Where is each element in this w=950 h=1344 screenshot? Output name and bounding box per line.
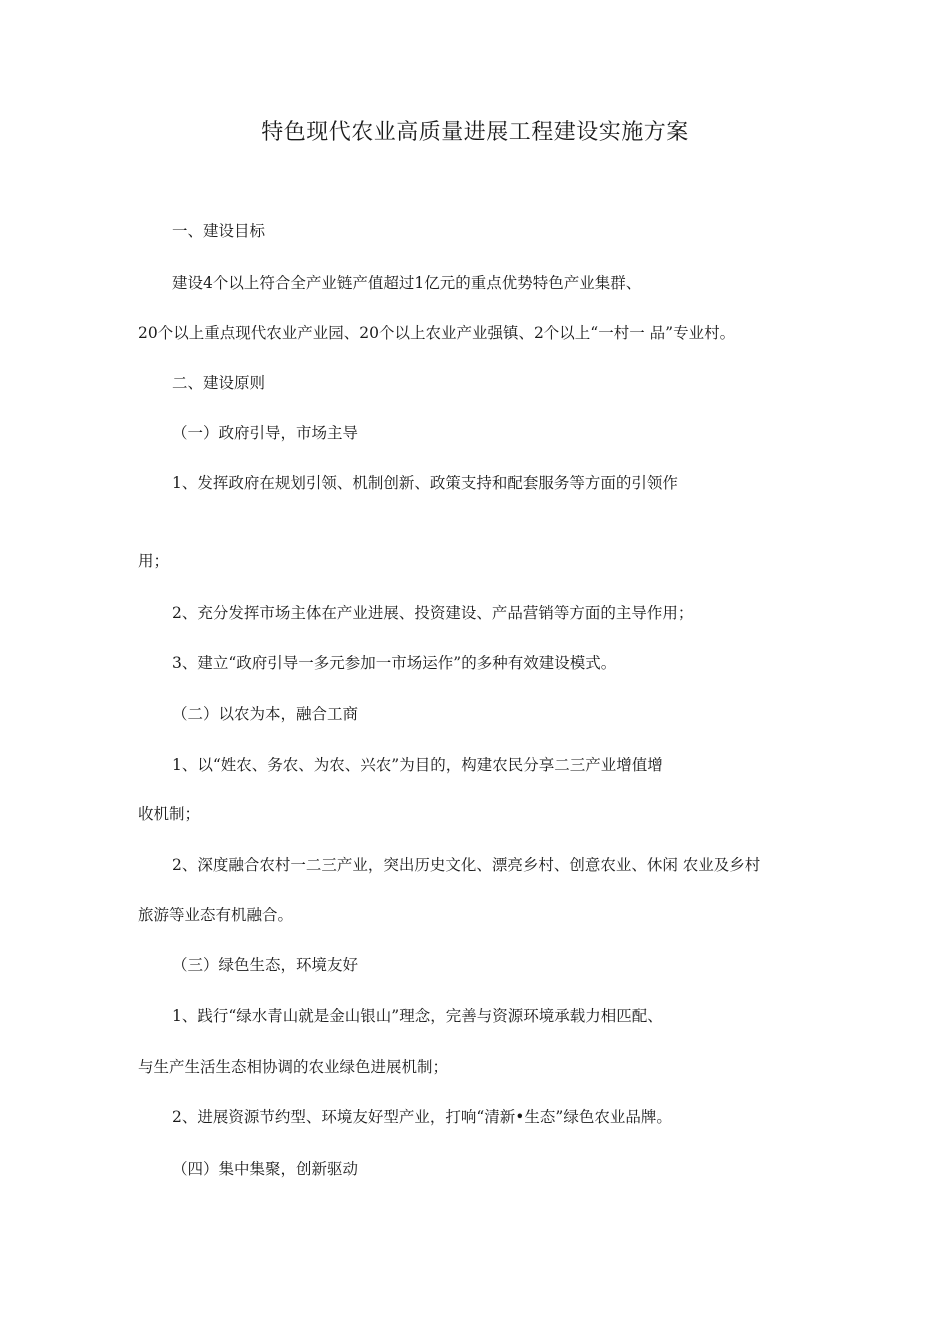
subsection-heading: （三）绿色生态，环境友好 xyxy=(172,956,359,974)
paragraph-line: 收机制； xyxy=(138,805,201,823)
subsection-heading: （二）以农为本，融合工商 xyxy=(172,705,359,723)
paragraph-line: 2、充分发挥市场主体在产业进展、投资建设、产品营销等方面的主导作用； xyxy=(172,604,694,622)
paragraph-line: 20个以上重点现代农业产业园、20个以上农业产业强镇、2个以上“一村一 品”专业村。 xyxy=(138,324,736,342)
paragraph-line: 旅游等业态有机融合。 xyxy=(138,906,294,924)
paragraph-line: 与生产生活生态相协调的农业绿色进展机制； xyxy=(138,1058,449,1076)
subsection-heading: （四）集中集聚，创新驱动 xyxy=(172,1160,359,1178)
paragraph-line: 1、以“姓农、务农、为农、兴农”为目的，构建农民分享二三产业增值增 xyxy=(172,756,663,774)
paragraph-line: 1、发挥政府在规划引领、机制创新、政策支持和配套服务等方面的引领作 xyxy=(172,474,678,492)
paragraph-line: 建设4个以上符合全产业链产值超过1亿元的重点优势特色产业集群、 xyxy=(172,274,642,292)
paragraph-line: 1、践行“绿水青山就是金山银山”理念，完善与资源环境承载力相匹配、 xyxy=(172,1007,663,1025)
paragraph-line: 2、进展资源节约型、环境友好型产业，打响“清新•生态”绿色农业品牌。 xyxy=(172,1108,672,1126)
paragraph-line: 用； xyxy=(138,552,170,570)
section-heading-goals: 一、建设目标 xyxy=(172,222,266,240)
paragraph-line: 2、深度融合农村一二三产业，突出历史文化、漂亮乡村、创意农业、休闲 农业及乡村 xyxy=(172,856,761,874)
document-title: 特色现代农业高质量进展工程建设实施方案 xyxy=(261,120,689,145)
section-heading-principles: 二、建设原则 xyxy=(172,374,266,392)
paragraph-line: 3、建立“政府引导一多元参加一市场运作”的多种有效建设模式。 xyxy=(172,654,617,672)
subsection-heading: （一）政府引导，市场主导 xyxy=(172,424,359,442)
